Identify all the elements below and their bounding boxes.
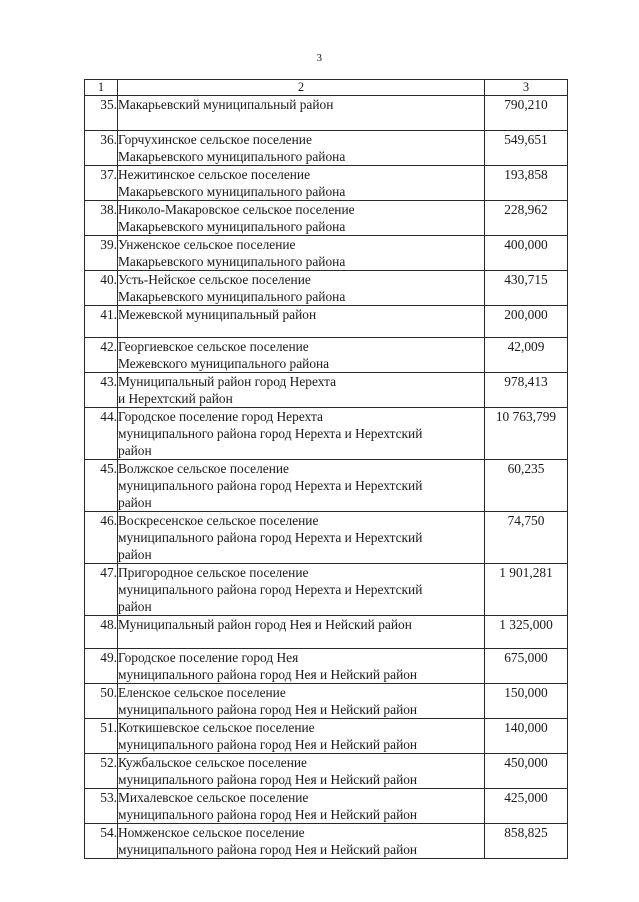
row-name-line: Макарьевского муниципального района <box>118 184 346 199</box>
row-name <box>118 271 485 306</box>
allocation-table <box>84 79 568 859</box>
row-name-line: муниципального района город Нея и Нейский район <box>118 702 418 717</box>
row-number: 36. <box>85 131 118 166</box>
table-row <box>85 789 568 824</box>
row-name <box>118 824 485 859</box>
row-name-line: Пригородное сельское поселение <box>118 565 309 580</box>
row-name-line: район <box>118 443 152 458</box>
row-name <box>118 338 485 373</box>
row-number: 54. <box>85 824 118 859</box>
row-name <box>118 306 485 338</box>
table-header-row <box>85 80 568 96</box>
row-name <box>118 649 485 684</box>
row-name-line: Унженское сельское поселение <box>118 237 296 252</box>
row-name <box>118 460 485 512</box>
table-row <box>85 564 568 616</box>
row-name <box>118 96 485 131</box>
table-row <box>85 338 568 373</box>
row-name-line: Еленское сельское поселение <box>118 685 286 700</box>
row-number: 42. <box>85 338 118 373</box>
row-name <box>118 719 485 754</box>
row-name-line: Николо-Макаровское сельское поселение <box>118 202 355 217</box>
row-value: 450,000 <box>485 754 568 789</box>
row-name <box>118 236 485 271</box>
row-value: 978,413 <box>485 373 568 408</box>
table-row <box>85 754 568 789</box>
row-name <box>118 616 485 649</box>
row-name-line: и Нерехтский район <box>118 391 233 406</box>
row-name-line: муниципального района город Нерехта и Нерехтский <box>118 426 423 441</box>
row-name-line: Межевского муниципального района <box>118 356 330 371</box>
row-number: 46. <box>85 512 118 564</box>
header-col-number: 1 <box>85 80 118 96</box>
table-row <box>85 96 568 131</box>
row-value: 42,009 <box>485 338 568 373</box>
row-name-line: Макарьевского муниципального района <box>118 219 346 234</box>
row-value: 425,000 <box>485 789 568 824</box>
row-name-line: район <box>118 495 152 510</box>
row-value: 228,962 <box>485 201 568 236</box>
row-name-line: Макарьевский муниципальный район <box>118 97 334 112</box>
row-number: 38. <box>85 201 118 236</box>
row-number: 47. <box>85 564 118 616</box>
table-row <box>85 306 568 338</box>
table-row <box>85 719 568 754</box>
row-name-line: муниципального района город Нея и Нейский район <box>118 772 418 787</box>
row-name <box>118 684 485 719</box>
page-number: 3 <box>316 52 323 64</box>
table-row <box>85 616 568 649</box>
row-name-line: Макарьевского муниципального района <box>118 149 346 164</box>
row-value: 140,000 <box>485 719 568 754</box>
row-value: 1 325,000 <box>485 616 568 649</box>
row-name-line: муниципального района город Нея и Нейский район <box>118 842 418 857</box>
row-name-line: Муниципальный район город Нерехта <box>118 374 337 389</box>
table-row <box>85 512 568 564</box>
row-name-line: муниципального района город Нерехта и Нерехтский <box>118 582 423 597</box>
table-body <box>85 96 568 859</box>
row-name <box>118 512 485 564</box>
row-number: 44. <box>85 408 118 460</box>
row-number: 50. <box>85 684 118 719</box>
row-number: 51. <box>85 719 118 754</box>
row-number: 39. <box>85 236 118 271</box>
table-row <box>85 649 568 684</box>
row-name <box>118 131 485 166</box>
table-row <box>85 131 568 166</box>
table-row <box>85 824 568 859</box>
row-name-line: Усть-Нейское сельское поселение <box>118 272 311 287</box>
table-row <box>85 684 568 719</box>
row-name-line: Макарьевского муниципального района <box>118 289 346 304</box>
row-value: 193,858 <box>485 166 568 201</box>
row-value: 1 901,281 <box>485 564 568 616</box>
row-name-line: район <box>118 547 152 562</box>
row-name <box>118 754 485 789</box>
row-name <box>118 789 485 824</box>
row-value: 150,000 <box>485 684 568 719</box>
row-name-line: муниципального района город Нея и Нейский район <box>118 807 418 822</box>
row-name-line: Межевской муниципальный район <box>118 307 317 322</box>
table-row <box>85 201 568 236</box>
row-value: 400,000 <box>485 236 568 271</box>
table-row <box>85 271 568 306</box>
row-number: 53. <box>85 789 118 824</box>
header-col-name: 2 <box>118 80 485 96</box>
row-value: 858,825 <box>485 824 568 859</box>
row-number: 45. <box>85 460 118 512</box>
table-row <box>85 373 568 408</box>
row-name-line: Воскресенское сельское поселение <box>118 513 319 528</box>
row-name-line: Коткишевское сельское поселение <box>118 720 315 735</box>
row-number: 35. <box>85 96 118 131</box>
row-number: 40. <box>85 271 118 306</box>
row-number: 41. <box>85 306 118 338</box>
row-value: 60,235 <box>485 460 568 512</box>
row-value: 675,000 <box>485 649 568 684</box>
row-name-line: Номженское сельское поселение <box>118 825 305 840</box>
row-name <box>118 564 485 616</box>
row-name <box>118 408 485 460</box>
row-name-line: Муниципальный район город Нея и Нейский район <box>118 617 412 632</box>
row-name-line: Нежитинское сельское поселение <box>118 167 311 182</box>
row-value: 200,000 <box>485 306 568 338</box>
row-name <box>118 373 485 408</box>
row-number: 52. <box>85 754 118 789</box>
row-name-line: Горчухинское сельское поселение <box>118 132 312 147</box>
row-name <box>118 166 485 201</box>
row-value: 10 763,799 <box>485 408 568 460</box>
row-name-line: муниципального района город Нея и Нейский район <box>118 737 418 752</box>
row-name-line: Городское поселение город Нея <box>118 650 299 665</box>
row-name <box>118 201 485 236</box>
table-row <box>85 236 568 271</box>
row-name-line: Макарьевского муниципального района <box>118 254 346 269</box>
row-name-line: район <box>118 599 152 614</box>
table-row <box>85 460 568 512</box>
row-value: 74,750 <box>485 512 568 564</box>
row-value: 549,651 <box>485 131 568 166</box>
row-name-line: муниципального района город Нерехта и Нерехтский <box>118 530 423 545</box>
row-name-line: Георгиевское сельское поселение <box>118 339 309 354</box>
row-number: 49. <box>85 649 118 684</box>
row-name-line: Кужбальское сельское поселение <box>118 755 308 770</box>
row-number: 48. <box>85 616 118 649</box>
row-value: 790,210 <box>485 96 568 131</box>
row-name-line: Волжское сельское поселение <box>118 461 289 476</box>
table-row <box>85 166 568 201</box>
row-name-line: Михалевское сельское поселение <box>118 790 309 805</box>
table-row <box>85 408 568 460</box>
row-name-line: муниципального района город Нея и Нейский район <box>118 667 418 682</box>
row-number: 43. <box>85 373 118 408</box>
header-col-value: 3 <box>485 80 568 96</box>
row-name-line: Городское поселение город Нерехта <box>118 409 323 424</box>
row-value: 430,715 <box>485 271 568 306</box>
row-number: 37. <box>85 166 118 201</box>
row-name-line: муниципального района город Нерехта и Нерехтский <box>118 478 423 493</box>
